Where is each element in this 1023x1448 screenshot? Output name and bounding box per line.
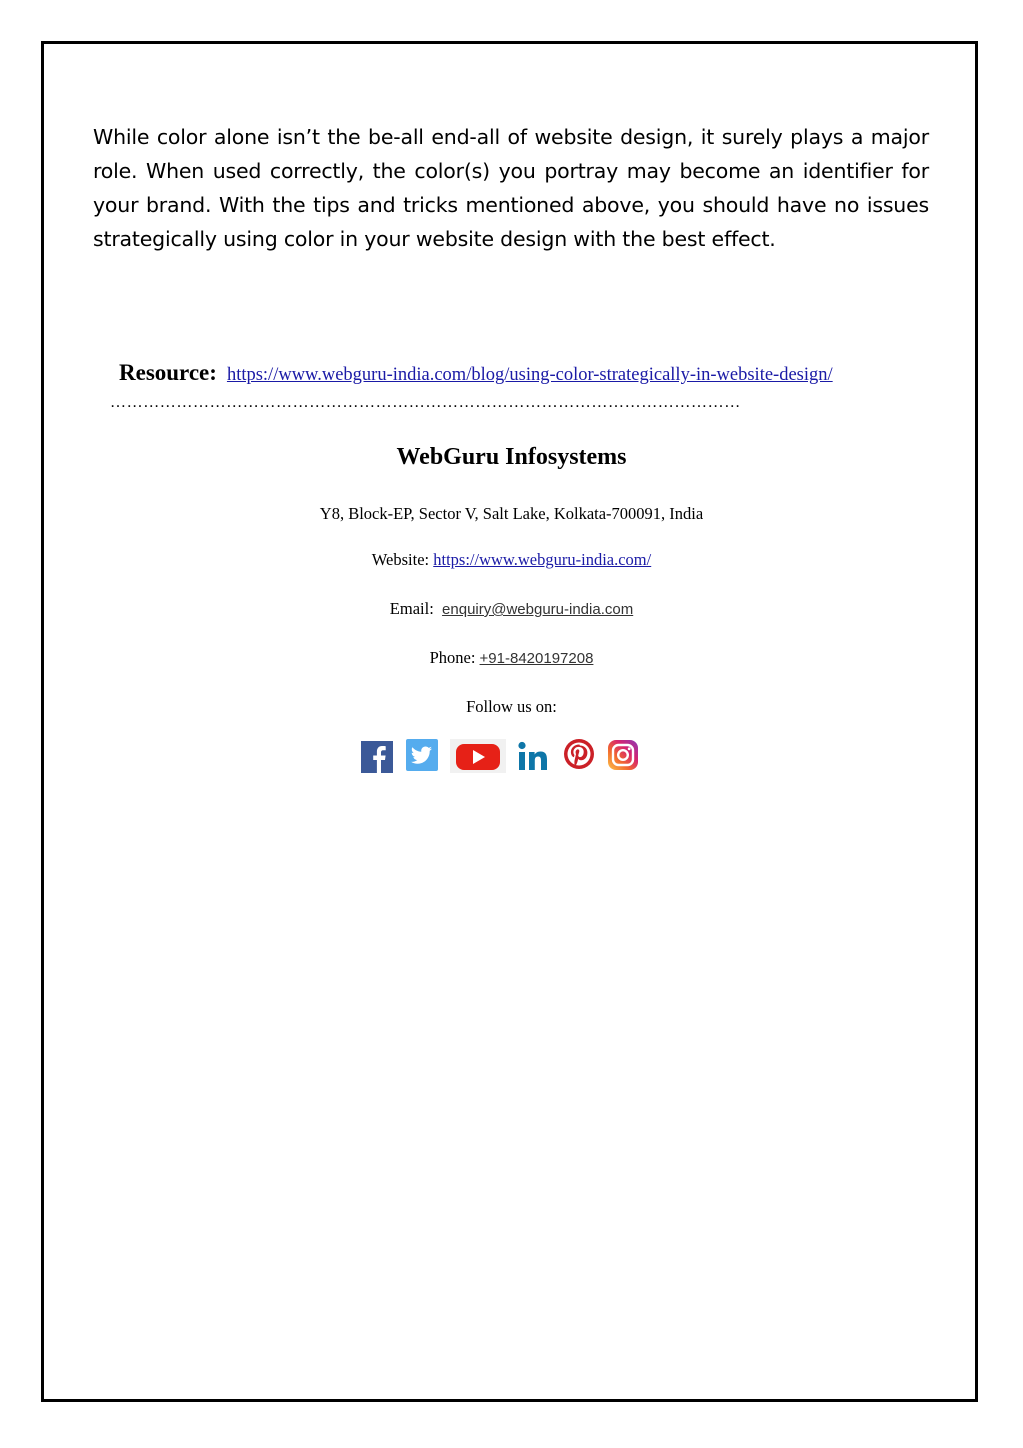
twitter-icon[interactable] xyxy=(404,739,440,773)
company-address: Y8, Block-EP, Sector V, Salt Lake, Kolkata-700091, India xyxy=(319,504,704,523)
resource-line xyxy=(119,360,919,386)
email-link[interactable]: enquiry@webguru-india.com xyxy=(442,601,634,618)
follow-label: Follow us on: xyxy=(466,697,557,716)
website-line xyxy=(0,550,1023,570)
pinterest-icon[interactable] xyxy=(562,739,596,773)
email-label: Email: xyxy=(389,599,434,618)
website-label: Website: xyxy=(371,550,430,569)
social-icons-row xyxy=(360,738,650,774)
company-name: WebGuru Infosystems xyxy=(396,444,627,470)
phone-line xyxy=(0,648,1023,668)
facebook-icon[interactable] xyxy=(360,739,394,773)
phone-link[interactable]: +91-8420197208 xyxy=(479,650,594,667)
youtube-icon[interactable] xyxy=(450,739,506,773)
resource-label: Resource: xyxy=(119,360,217,385)
instagram-icon[interactable] xyxy=(606,739,640,773)
email-line xyxy=(0,599,1023,619)
phone-label: Phone: xyxy=(429,648,476,667)
dotted-divider: …………………………………………………………………………………………………… xyxy=(110,394,741,411)
website-link[interactable]: https://www.webguru-india.com/ xyxy=(433,550,652,569)
body-paragraph: While color alone isn’t the be-all end-all of website design, it surely plays a major role. When used correctly, the color(s) you portray may become an identifier for your brand. With the tips and tricks mentioned above, you should have no issues strategically using color in your website design with the best effect. xyxy=(93,125,929,251)
linkedin-icon[interactable] xyxy=(516,739,552,773)
resource-link[interactable]: https://www.webguru-india.com/blog/using-color-strategically-in-website-design/ xyxy=(226,365,833,385)
